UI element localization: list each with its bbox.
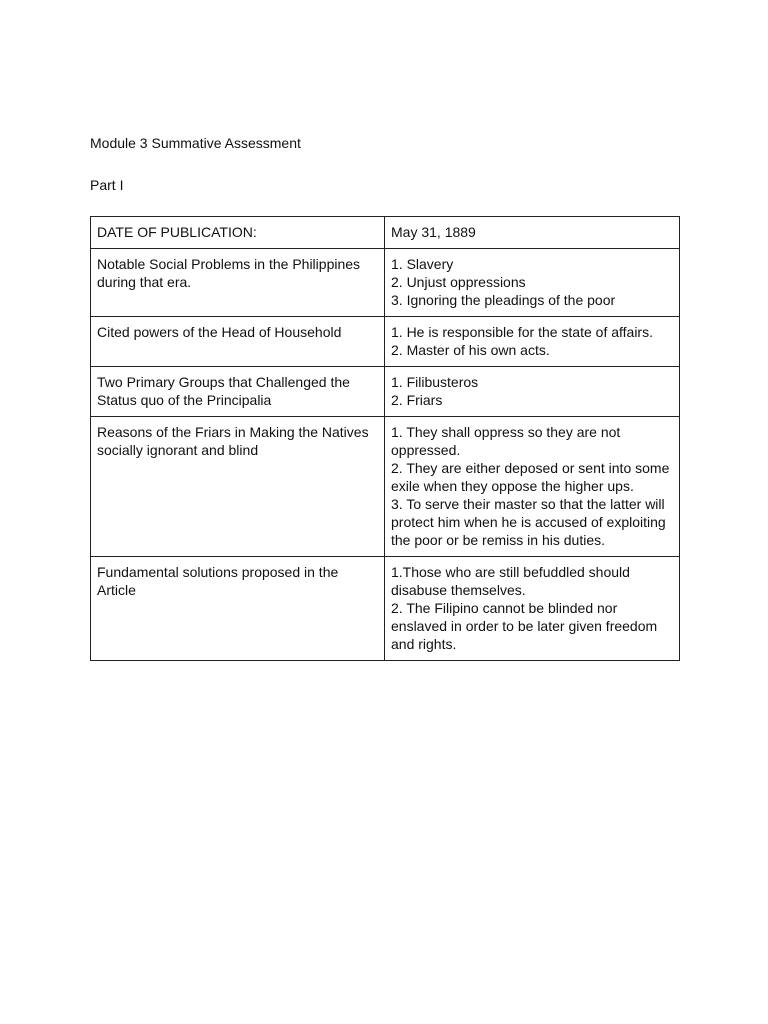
answer-item: 2. They are either deposed or sent into some exile when they oppose the higher ups.: [391, 460, 670, 494]
answer-item: 1. He is responsible for the state of affairs.: [391, 324, 653, 340]
answer-item: 3. To serve their master so that the latter will protect him when he is accused of exploiting the poor or be remiss in his duties.: [391, 496, 666, 548]
row-label: Two Primary Groups that Challenged the Status quo of the Principalia: [91, 367, 385, 417]
table-row: [91, 367, 680, 417]
answer-item: 1.Those who are still befuddled should disabuse themselves.: [391, 564, 630, 598]
page-title: Module 3 Summative Assessment: [90, 135, 301, 151]
answer-item: 2. Unjust oppressions: [391, 274, 526, 290]
answer-item: 2. Friars: [391, 392, 443, 408]
table-row: [91, 317, 680, 367]
row-label: Cited powers of the Head of Household: [91, 317, 385, 367]
table-row: [91, 249, 680, 317]
row-label: Fundamental solutions proposed in the Article: [91, 557, 385, 661]
answer-item: 1. They shall oppress so they are not oppressed.: [391, 424, 621, 458]
row-label: Reasons of the Friars in Making the Natives socially ignorant and blind: [91, 417, 385, 557]
table-row: [91, 557, 680, 661]
row-answer: [385, 417, 680, 557]
table-row: [91, 217, 680, 249]
answer-item: May 31, 1889: [391, 224, 476, 240]
row-answer: [385, 367, 680, 417]
assessment-table: [90, 216, 680, 661]
part-label: Part I: [90, 177, 124, 193]
answer-item: 2. Master of his own acts.: [391, 342, 550, 358]
row-label: DATE OF PUBLICATION:: [91, 217, 385, 249]
answer-item: 2. The Filipino cannot be blinded nor enslaved in order to be later given freedom and rights.: [391, 600, 658, 652]
answer-item: 1. Filibusteros: [391, 374, 479, 390]
answer-item: 1. Slavery: [391, 256, 454, 272]
row-label: Notable Social Problems in the Philippines during that era.: [91, 249, 385, 317]
row-answer: [385, 249, 680, 317]
row-answer: [385, 217, 680, 249]
table-row: [91, 417, 680, 557]
row-answer: [385, 317, 680, 367]
answer-item: 3. Ignoring the pleadings of the poor: [391, 292, 616, 308]
row-answer: [385, 557, 680, 661]
